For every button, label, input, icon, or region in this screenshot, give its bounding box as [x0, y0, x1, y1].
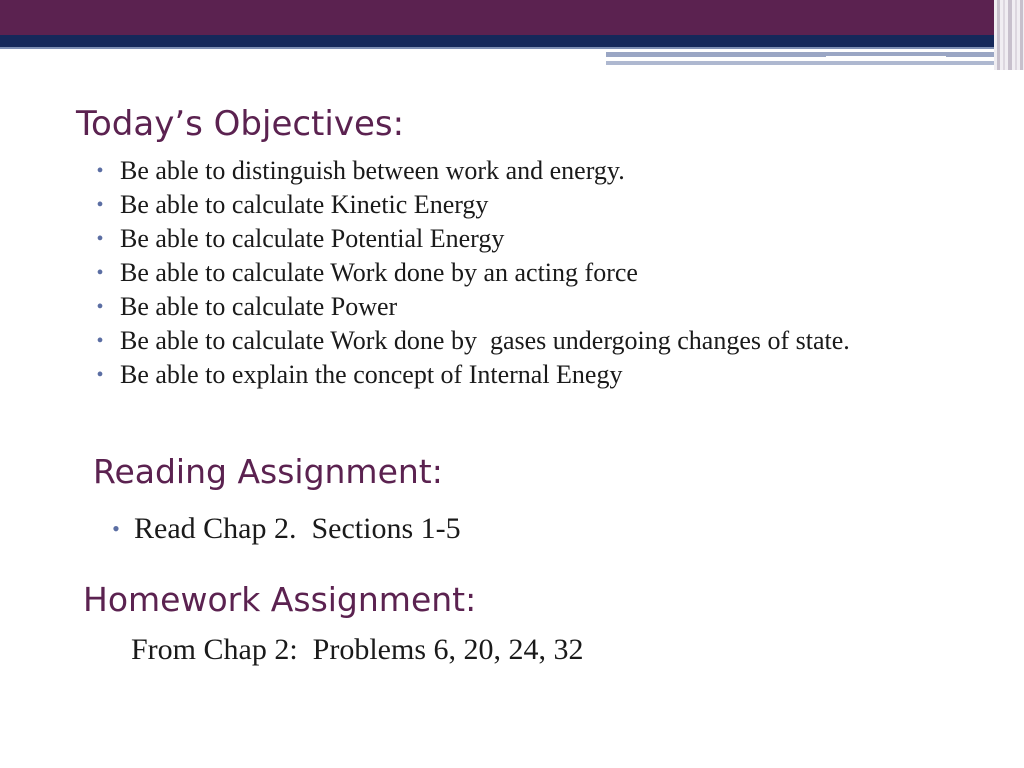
- objective-item: [88, 360, 988, 390]
- reading-heading: Reading Assignment:: [93, 452, 443, 491]
- objective-item: [88, 156, 988, 186]
- header-banner-navy: [0, 35, 1024, 47]
- banner-stripe: [997, 0, 1000, 70]
- objective-text: Be able to distinguish between work and energy.: [120, 156, 625, 185]
- banner-stripe: [1003, 0, 1005, 70]
- reading-item: [106, 511, 806, 547]
- objective-text: Be able to explain the concept of Internal Enegy: [120, 360, 623, 389]
- header-banner-stripes: [994, 0, 1024, 70]
- banner-stripe: [1020, 0, 1023, 70]
- homework-heading: Homework Assignment:: [83, 580, 477, 619]
- bullet-icon: •: [112, 516, 120, 541]
- header-banner-purple: [0, 0, 1024, 35]
- reading-text: Read Chap 2. Sections 1-5: [134, 512, 461, 545]
- bullet-icon: •: [96, 296, 104, 318]
- header-banner-step-line: [606, 61, 994, 65]
- homework-text: From Chap 2: Problems 6, 20, 24, 32: [131, 633, 584, 666]
- objective-text: Be able to calculate Work done by an acting force: [120, 258, 638, 287]
- objective-item: [88, 258, 988, 288]
- bullet-icon: •: [96, 160, 104, 182]
- objective-text: Be able to calculate Potential Energy: [120, 224, 505, 253]
- bullet-icon: •: [96, 228, 104, 250]
- objective-text: Be able to calculate Kinetic Energy: [120, 190, 489, 219]
- objective-item: [88, 190, 988, 220]
- objective-item: [88, 326, 988, 356]
- bullet-icon: •: [96, 330, 104, 352]
- bullet-icon: •: [96, 194, 104, 216]
- bullet-icon: •: [96, 262, 104, 284]
- header-banner-step-gap: [826, 56, 946, 58]
- bullet-icon: •: [96, 364, 104, 386]
- banner-stripe: [1015, 0, 1017, 70]
- objectives-heading: Today’s Objectives:: [76, 104, 405, 144]
- reading-list: [106, 511, 806, 547]
- objective-text: Be able to calculate Work done by gases undergoing changes of state.: [120, 326, 850, 355]
- objective-text: Be able to calculate Power: [120, 292, 398, 321]
- objective-item: [88, 224, 988, 254]
- banner-stripe: [1008, 0, 1012, 70]
- objectives-list: [88, 156, 988, 394]
- objective-item: [88, 292, 988, 322]
